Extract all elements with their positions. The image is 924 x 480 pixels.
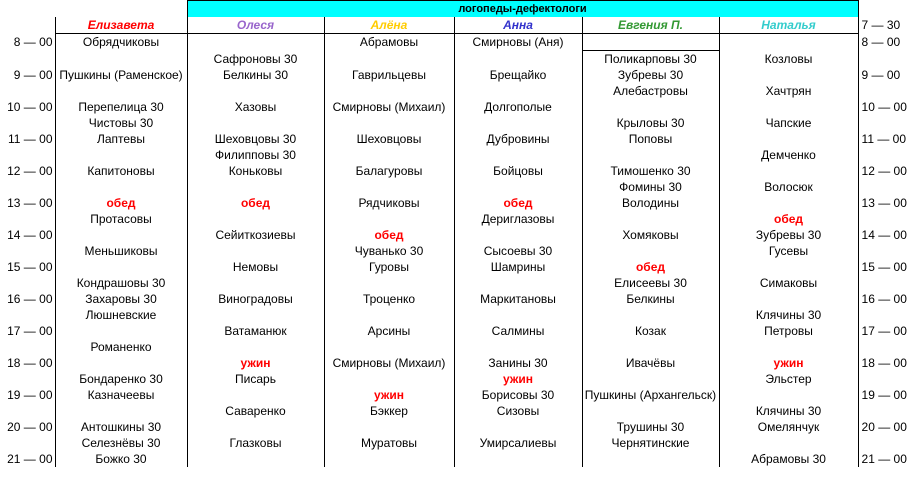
schedule-row (0, 51, 924, 68)
time-label (0, 339, 55, 355)
schedule-row (0, 83, 924, 99)
schedule-cell: Маркитановы (454, 291, 582, 307)
schedule-cell (187, 339, 324, 355)
schedule-cell (719, 339, 858, 355)
schedule-row (0, 115, 924, 131)
time-label (0, 179, 55, 195)
schedule-cell (454, 275, 582, 291)
schedule-cell (454, 419, 582, 435)
schedule-cell (719, 99, 858, 115)
schedule-cell: Брещайко (454, 67, 582, 83)
schedule-cell (187, 419, 324, 435)
time-label (0, 275, 55, 291)
time-label-right: 18 — 00 (861, 356, 907, 370)
time-label-right: 21 — 00 (861, 452, 907, 466)
schedule-cell (324, 147, 454, 163)
schedule-row (0, 34, 924, 51)
schedule-cell: Гуровы (324, 259, 454, 275)
schedule-cell (454, 451, 582, 467)
schedule-cell (719, 34, 858, 51)
schedule-row (0, 291, 924, 307)
schedule-cell: Романенко (55, 339, 187, 355)
schedule-cell: обед (582, 259, 719, 275)
schedule-row (0, 163, 924, 179)
schedule-cell: Чернятинские (582, 435, 719, 451)
time-label-right (858, 211, 924, 227)
time-label-right (858, 51, 924, 68)
schedule-cell (719, 435, 858, 451)
time-label: 12 — 00 (7, 164, 53, 178)
schedule-cell: Абрамовы 30 (719, 451, 858, 467)
schedule-cell: Салмины (454, 323, 582, 339)
schedule-cell: Чистовы 30 (55, 115, 187, 131)
schedule-cell: Селезнёвы 30 (55, 435, 187, 451)
schedule-cell (55, 403, 187, 419)
schedule-cell: Шеховцовы 30 (187, 131, 324, 147)
schedule-row (0, 179, 924, 195)
staff-header-row (0, 17, 924, 34)
schedule-cell: Трушины 30 (582, 419, 719, 435)
corner-time: 7 — 30 (858, 17, 924, 34)
time-label-right: 19 — 00 (861, 388, 907, 402)
schedule-cell: Зубревы 30 (719, 227, 858, 243)
time-label-right (858, 339, 924, 355)
schedule-cell: Смирновы (Аня) (454, 34, 582, 51)
schedule-cell: Меньшиковы (55, 243, 187, 259)
staff-name: Анна (454, 17, 582, 34)
time-label (0, 243, 55, 259)
schedule-cell: Володины (582, 195, 719, 211)
schedule-cell: Бойцовы (454, 163, 582, 179)
schedule-cell (55, 259, 187, 275)
schedule-row (0, 323, 924, 339)
time-label-right: 13 — 00 (861, 196, 907, 210)
schedule-cell: Божко 30 (55, 451, 187, 467)
schedule-cell (187, 115, 324, 131)
schedule-cell (324, 419, 454, 435)
schedule-cell (324, 179, 454, 195)
schedule-cell: Ватаманюк (187, 323, 324, 339)
schedule-cell (324, 115, 454, 131)
schedule-cell: Елисеевы 30 (582, 275, 719, 291)
schedule-cell: Эльстер (719, 371, 858, 387)
schedule-cell (582, 243, 719, 259)
schedule-cell (187, 307, 324, 323)
schedule-cell: обед (454, 195, 582, 211)
schedule-cell (324, 51, 454, 68)
time-label-right (858, 243, 924, 259)
time-label: 11 — 00 (8, 132, 53, 146)
schedule-cell: Хомяковы (582, 227, 719, 243)
schedule-cell: Коньковы (187, 163, 324, 179)
time-label-right (858, 275, 924, 291)
time-label (0, 307, 55, 323)
schedule-cell (187, 275, 324, 291)
time-label (0, 211, 55, 227)
schedule-cell: Муратовы (324, 435, 454, 451)
schedule-cell: Дериглазовы (454, 211, 582, 227)
schedule-cell: Лаптевы (55, 131, 187, 147)
schedule-cell: Хачтрян (719, 83, 858, 99)
schedule-cell (582, 307, 719, 323)
schedule-cell (55, 227, 187, 243)
schedule-row (0, 403, 924, 419)
schedule-cell: ужин (454, 371, 582, 387)
schedule-cell (324, 211, 454, 227)
schedule-cell (454, 227, 582, 243)
schedule-cell: Кондрашовы 30 (55, 275, 187, 291)
schedule-cell (454, 115, 582, 131)
time-label (0, 147, 55, 163)
time-label: 15 — 00 (7, 260, 53, 274)
schedule-cell: Омелянчук (719, 419, 858, 435)
time-label (0, 403, 55, 419)
schedule-cell (454, 147, 582, 163)
time-label-right (858, 83, 924, 99)
schedule-cell: Крыловы 30 (582, 115, 719, 131)
schedule-row (0, 211, 924, 227)
schedule-cell (719, 195, 858, 211)
schedule-cell: Смирновы (Михаил) (324, 99, 454, 115)
schedule-cell (55, 355, 187, 371)
schedule-cell: Капитоновы (55, 163, 187, 179)
schedule-cell (454, 307, 582, 323)
schedule-cell (719, 259, 858, 275)
schedule-cell: Борисовы 30 (454, 387, 582, 403)
schedule-cell: Дубровины (454, 131, 582, 147)
schedule-cell: Сизовы (454, 403, 582, 419)
time-label (0, 115, 55, 131)
schedule-cell: Долгополые (454, 99, 582, 115)
schedule-cell: Сысоевы 30 (454, 243, 582, 259)
schedule-cell: Белкины (582, 291, 719, 307)
schedule-row (0, 227, 924, 243)
time-label-right: 11 — 00 (861, 132, 907, 146)
schedule-cell: Глазковы (187, 435, 324, 451)
schedule-cell: Виноградовы (187, 291, 324, 307)
schedule-cell: Антошкины 30 (55, 419, 187, 435)
schedule-cell: Люшневские (55, 307, 187, 323)
banner-spacer-right (858, 1, 924, 18)
banner-spacer-left2 (55, 1, 187, 18)
schedule-cell: Пушкины (Раменское) (55, 67, 187, 83)
schedule-cell: обед (324, 227, 454, 243)
schedule-cell (719, 291, 858, 307)
schedule-cell (324, 83, 454, 99)
time-label-right: 17 — 00 (861, 324, 907, 338)
schedule-cell: Филипповы 30 (187, 147, 324, 163)
schedule-row (0, 339, 924, 355)
time-label: 17 — 00 (7, 324, 53, 338)
schedule-cell: ужин (324, 387, 454, 403)
schedule-row (0, 131, 924, 147)
schedule-cell (324, 451, 454, 467)
time-label: 8 — 00 (13, 35, 53, 49)
schedule-cell (187, 211, 324, 227)
time-label (0, 51, 55, 68)
time-label-right: 14 — 00 (861, 228, 907, 242)
schedule-cell: Симаковы (719, 275, 858, 291)
time-label-right (858, 403, 924, 419)
schedule-cell: Зубревы 30 (582, 67, 719, 83)
schedule-cell: Писарь (187, 371, 324, 387)
schedule-cell: Балагуровы (324, 163, 454, 179)
schedule-row (0, 355, 924, 371)
schedule-cell: ужин (187, 355, 324, 371)
schedule-row (0, 419, 924, 435)
schedule-row (0, 243, 924, 259)
schedule-cell (55, 323, 187, 339)
schedule-cell: Обрядчиковы (55, 34, 187, 51)
schedule-row (0, 147, 924, 163)
schedule-cell: Волосюк (719, 179, 858, 195)
banner-row (0, 1, 924, 18)
schedule-cell (719, 67, 858, 83)
schedule-row (0, 259, 924, 275)
schedule-cell (719, 387, 858, 403)
time-label: 13 — 00 (7, 196, 53, 210)
time-label-right: 16 — 00 (861, 292, 907, 306)
section-title: логопеды-дефектологи (187, 1, 858, 18)
schedule-cell: Занины 30 (454, 355, 582, 371)
schedule-cell (187, 179, 324, 195)
schedule-cell (55, 83, 187, 99)
schedule-cell (582, 371, 719, 387)
schedule-cell: Умирсалиевы (454, 435, 582, 451)
schedule-cell: Алебастровы (582, 83, 719, 99)
schedule-cell: Белкины 30 (187, 67, 324, 83)
staff-name: Олеся (187, 17, 324, 34)
schedule-row (0, 451, 924, 467)
time-label-right: 10 — 00 (861, 100, 907, 114)
time-label: 19 — 00 (7, 388, 53, 402)
schedule-cell: ужин (719, 355, 858, 371)
schedule-cell: Немовы (187, 259, 324, 275)
schedule-cell: Казначеевы (55, 387, 187, 403)
time-label-right: 20 — 00 (861, 420, 907, 434)
schedule-row (0, 67, 924, 83)
schedule-cell: обед (187, 195, 324, 211)
schedule-cell (582, 211, 719, 227)
schedule-cell: Перепелица 30 (55, 99, 187, 115)
schedule-cell: Бондаренко 30 (55, 371, 187, 387)
schedule-cell: Бэккер (324, 403, 454, 419)
time-label-right (858, 371, 924, 387)
schedule-cell: Хазовы (187, 99, 324, 115)
time-label: 21 — 00 (7, 452, 53, 466)
time-label-right: 15 — 00 (861, 260, 907, 274)
schedule-cell (582, 147, 719, 163)
schedule-cell (719, 131, 858, 147)
schedule-cell (582, 451, 719, 467)
schedule-cell: Козловы (719, 51, 858, 68)
schedule-cell: Демченко (719, 147, 858, 163)
time-label: 20 — 00 (7, 420, 53, 434)
schedule-cell: Троценко (324, 291, 454, 307)
schedule-cell: Саваренко (187, 403, 324, 419)
schedule-row (0, 435, 924, 451)
schedule-cell (454, 339, 582, 355)
schedule-cell: Фомины 30 (582, 179, 719, 195)
staff-name: Евгения П. (582, 17, 719, 34)
time-label-right (858, 307, 924, 323)
schedule-cell (324, 339, 454, 355)
schedule-cell (55, 147, 187, 163)
schedule-cell (454, 51, 582, 68)
schedule-cell: Клячины 30 (719, 307, 858, 323)
schedule-row (0, 307, 924, 323)
schedule-cell: Чуванько 30 (324, 243, 454, 259)
schedule-cell (187, 83, 324, 99)
banner-spacer-left (0, 1, 55, 18)
schedule-cell (582, 403, 719, 419)
schedule-cell (55, 51, 187, 68)
schedule-cell: Клячины 30 (719, 403, 858, 419)
schedule-cell: Тимошенко 30 (582, 163, 719, 179)
schedule-cell: Захаровы 30 (55, 291, 187, 307)
schedule-cell: Сейиткозиевы (187, 227, 324, 243)
schedule-cell: Рядчиковы (324, 195, 454, 211)
time-label-right: 8 — 00 (861, 35, 901, 49)
schedule-cell: Сафроновы 30 (187, 51, 324, 68)
schedule-row (0, 195, 924, 211)
schedule-cell (187, 34, 324, 51)
schedule-cell: обед (55, 195, 187, 211)
schedule-cell: Абрамовы (324, 34, 454, 51)
time-label (0, 435, 55, 451)
schedule-cell (324, 275, 454, 291)
time-label: 14 — 00 (7, 228, 53, 242)
time-label (0, 371, 55, 387)
schedule-cell: Протасовы (55, 211, 187, 227)
schedule-cell (454, 179, 582, 195)
time-label-right (858, 435, 924, 451)
schedule-cell: Ивачёвы (582, 355, 719, 371)
time-label-right (858, 115, 924, 131)
schedule-cell (719, 163, 858, 179)
header-time-spacer (0, 17, 55, 34)
time-label-right (858, 179, 924, 195)
schedule-cell (582, 339, 719, 355)
schedule-cell (582, 34, 719, 51)
time-label: 10 — 00 (7, 100, 53, 114)
staff-name: Елизавета (55, 17, 187, 34)
staff-name: Алёна (324, 17, 454, 34)
schedule-cell: Козак (582, 323, 719, 339)
schedule-cell: Петровы (719, 323, 858, 339)
time-label (0, 83, 55, 99)
schedule-cell: Поповы (582, 131, 719, 147)
time-label-right (858, 147, 924, 163)
time-label-right: 9 — 00 (861, 68, 901, 82)
schedule-cell: Пушкины (Архангельск) (582, 387, 719, 403)
schedule-cell: Смирновы (Михаил) (324, 355, 454, 371)
schedule-cell (187, 243, 324, 259)
time-label: 18 — 00 (7, 356, 53, 370)
schedule-cell: Чапские (719, 115, 858, 131)
schedule-cell: Шеховцовы (324, 131, 454, 147)
staff-name: Наталья (719, 17, 858, 34)
schedule-cell (187, 387, 324, 403)
schedule-cell: Шамрины (454, 259, 582, 275)
schedule-cell: Гусевы (719, 243, 858, 259)
schedule-cell (454, 83, 582, 99)
schedule-cell: Гаврильцевы (324, 67, 454, 83)
schedule-row (0, 371, 924, 387)
schedule-cell (324, 307, 454, 323)
time-label-right: 12 — 00 (861, 164, 907, 178)
schedule-cell: обед (719, 211, 858, 227)
schedule-cell: Арсины (324, 323, 454, 339)
schedule-cell (187, 451, 324, 467)
schedule-row (0, 99, 924, 115)
schedule-cell (582, 99, 719, 115)
schedule-row (0, 275, 924, 291)
schedule-cell: Поликарповы 30 (582, 51, 719, 68)
schedule-row (0, 387, 924, 403)
schedule-cell (55, 179, 187, 195)
schedule-cell (324, 371, 454, 387)
time-label: 9 — 00 (13, 68, 53, 82)
time-label: 16 — 00 (7, 292, 53, 306)
